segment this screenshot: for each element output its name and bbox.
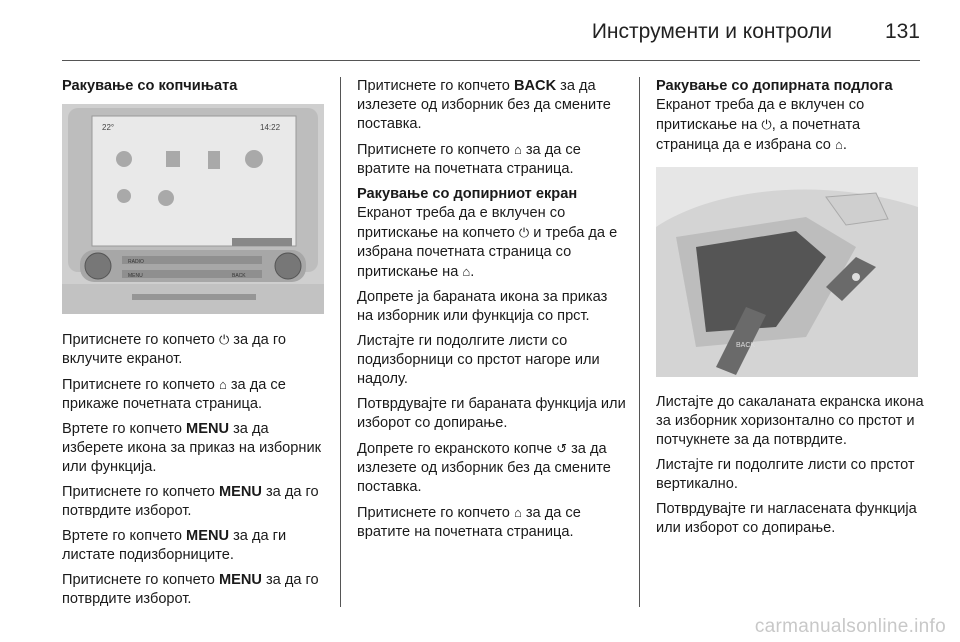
column-1 xyxy=(62,77,330,615)
power-icon: ⏻ xyxy=(761,117,772,132)
home-icon: ⌂ xyxy=(462,264,471,279)
header-title: Инструменти и контроли xyxy=(591,20,832,43)
section-heading-touchscreen: Ракување со допирниот екран xyxy=(357,186,578,202)
screen-temp: 22° xyxy=(102,123,115,132)
paragraph: Екранот треба да е вклучен со притискање на копчето ⏻ и треба да е избрана почетната страница со притискање на ⌂. xyxy=(357,205,618,280)
section-heading-buttons: Ракување со копчињата xyxy=(62,78,238,94)
paragraph: Потврдувајте ги бараната функција или изборот со допирање. xyxy=(357,396,626,431)
panel-back-label: BACK xyxy=(232,273,246,279)
paragraph: Потврдувајте ги нагласената функција или изборот со допирање. xyxy=(656,501,917,536)
paragraph: Допрете ја бараната икона за приказ на изборник или функција со прст. xyxy=(357,289,608,324)
paragraph: Притиснете го копчето ⏻ за да го вклучите екранот. xyxy=(62,332,286,367)
paragraph: Листајте до сакаланата екранска икона за изборник хоризонтално со прстот и потчукнете за да потврдите. xyxy=(656,394,924,448)
header-rule xyxy=(62,60,920,61)
paragraph: Екранот треба да е вклучен со притискање на ⏻, а почетната страница да е избрана со ⌂. xyxy=(656,97,865,153)
column-divider-1 xyxy=(340,77,341,607)
section-heading-touchpad: Ракување со допирната подлога xyxy=(656,78,893,94)
paragraph: Листајте ги подолгите листи со подизборници со прстот нагоре или надолу. xyxy=(357,333,600,387)
paragraph: Допрете го екранското копче ↺ за да излезете од изборник без да смените поставка. xyxy=(357,441,611,495)
home-icon: ⌂ xyxy=(513,142,522,157)
home-icon: ⌂ xyxy=(834,137,843,152)
panel-radio-label: RADIO xyxy=(128,259,144,265)
paragraph: Притиснете го копчето ⌂ за да се вратите на почетната страница. xyxy=(357,505,581,540)
paragraph: Листајте ги подолгите листи со прстот вертикално. xyxy=(656,457,915,492)
paragraph: Вртете го копчето MENU за да ги листате подизборниците. xyxy=(62,528,287,563)
infotainment-panel-figure xyxy=(62,104,324,314)
column-2 xyxy=(357,77,627,548)
back-arrow-icon: ↺ xyxy=(556,441,568,456)
page-number: 131 xyxy=(884,20,920,43)
paragraph: Притиснете го копчето ⌂ за да се прикаже почетната страница. xyxy=(62,377,286,412)
paragraph: Вртете го копчето MENU за да изберете икона за приказ на изборник или функција. xyxy=(62,421,322,475)
paragraph: Притиснете го копчето MENU за да го потврдите изборот. xyxy=(62,572,319,607)
panel-menu-label: MENU xyxy=(128,273,143,279)
touchpad-figure xyxy=(656,167,918,377)
watermark: carmanualsonline.info xyxy=(754,616,946,637)
column-3 xyxy=(656,77,924,544)
home-icon: ⌂ xyxy=(513,505,522,520)
home-icon: ⌂ xyxy=(218,377,227,392)
screen-time: 14:22 xyxy=(260,123,281,132)
power-icon: ⏻ xyxy=(518,225,530,240)
paragraph: Притиснете го копчето BACK за да излезете од изборник без да смените поставка. xyxy=(357,78,611,132)
paragraph: Притиснете го копчето ⌂ за да се вратите на почетната страница. xyxy=(357,142,581,177)
paragraph: Притиснете го копчето MENU за да го потврдите изборот. xyxy=(62,484,319,519)
column-divider-2 xyxy=(639,77,640,607)
touchpad-back-label: BACK xyxy=(736,342,756,349)
power-icon: ⏻ xyxy=(218,332,230,347)
